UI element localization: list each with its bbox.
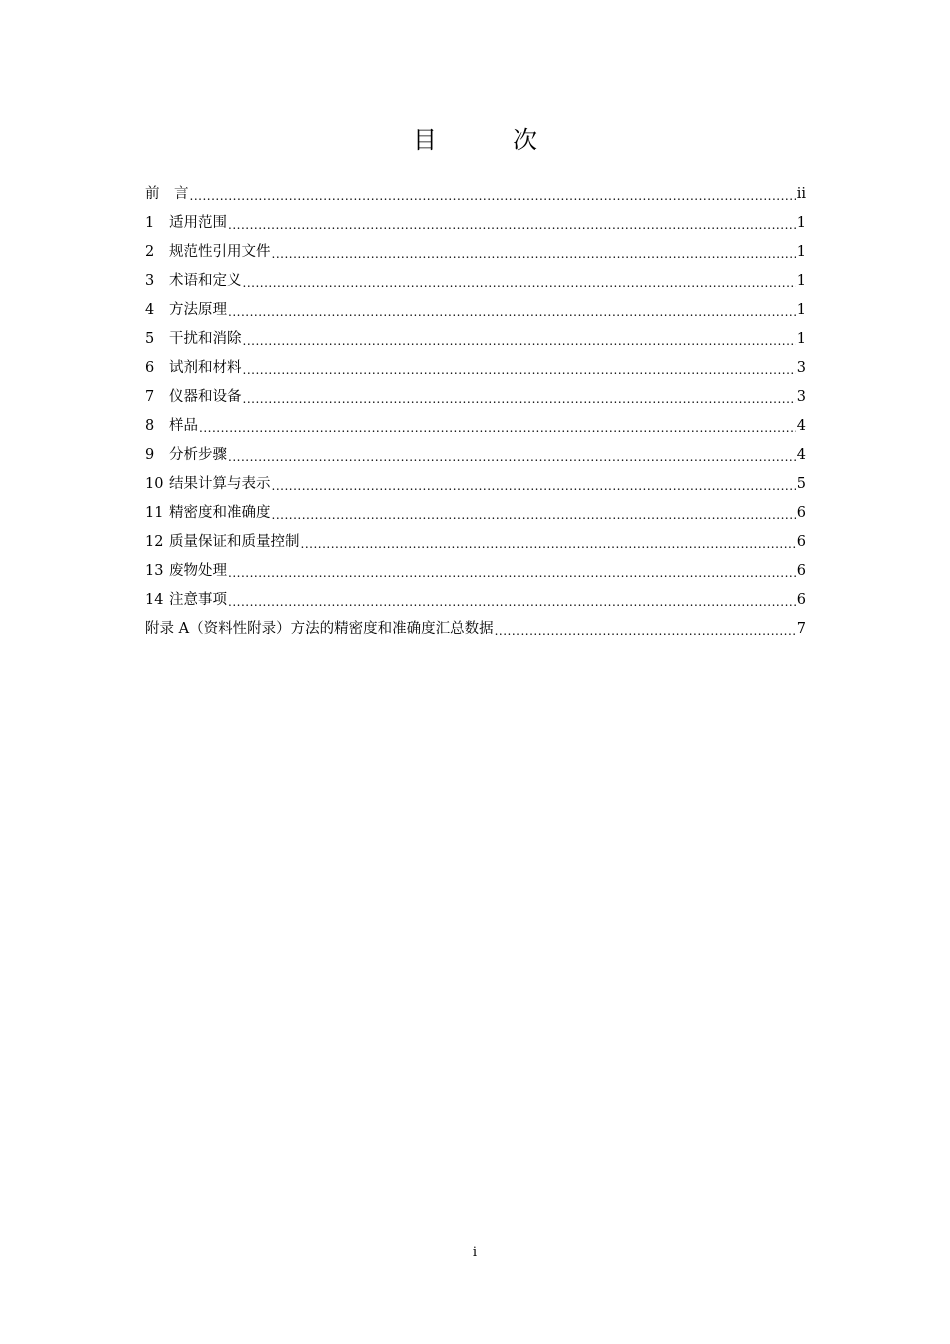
toc-number: 6 xyxy=(145,360,155,376)
toc-leader xyxy=(228,444,796,470)
toc-entry-1[interactable] xyxy=(145,209,806,238)
toc-entry-5[interactable] xyxy=(145,325,806,354)
toc-entry-6[interactable] xyxy=(145,354,806,383)
toc-page-number: 6 xyxy=(796,592,806,608)
toc-label: 规范性引用文件 xyxy=(169,244,271,260)
toc-leader xyxy=(243,357,796,383)
table-of-contents xyxy=(145,180,806,644)
toc-leader xyxy=(272,241,796,267)
toc-label: 精密度和准确度 xyxy=(169,505,271,521)
toc-entry-7[interactable] xyxy=(145,383,806,412)
toc-page-number: 3 xyxy=(796,360,806,376)
toc-page-number: 1 xyxy=(796,302,806,318)
toc-page-number: 6 xyxy=(796,563,806,579)
toc-label: 适用范围 xyxy=(169,215,227,231)
toc-number: 9 xyxy=(145,447,155,463)
page-footer-number: i xyxy=(472,1245,478,1260)
toc-page-number: 5 xyxy=(796,476,806,492)
toc-number: 1 xyxy=(145,215,155,231)
toc-label: 注意事项 xyxy=(169,592,227,608)
toc-leader xyxy=(495,618,796,644)
toc-leader xyxy=(199,415,796,441)
toc-number: 4 xyxy=(145,302,155,318)
toc-label: 样品 xyxy=(169,418,198,434)
toc-page-number: 4 xyxy=(796,447,806,463)
toc-leader xyxy=(228,589,796,615)
toc-label: 质量保证和质量控制 xyxy=(169,534,300,550)
toc-leader xyxy=(228,560,796,586)
toc-entry-3[interactable] xyxy=(145,267,806,296)
toc-entry-8[interactable] xyxy=(145,412,806,441)
toc-page-number: 1 xyxy=(796,244,806,260)
toc-number: 3 xyxy=(145,273,155,289)
toc-number: 8 xyxy=(145,418,155,434)
toc-label: 分析步骤 xyxy=(169,447,227,463)
toc-page-number: 1 xyxy=(796,331,806,347)
toc-label: 前 言 xyxy=(145,186,189,202)
toc-label: 术语和定义 xyxy=(169,273,242,289)
toc-page-number: 6 xyxy=(796,505,806,521)
toc-page-number: 1 xyxy=(796,215,806,231)
toc-entry-11[interactable] xyxy=(145,499,806,528)
toc-number: 5 xyxy=(145,331,155,347)
toc-page-number: 6 xyxy=(796,534,806,550)
toc-label: 结果计算与表示 xyxy=(169,476,271,492)
toc-entry-4[interactable] xyxy=(145,296,806,325)
toc-number: 12 xyxy=(145,534,164,550)
toc-entry-14[interactable] xyxy=(145,586,806,615)
toc-number: 13 xyxy=(145,563,164,579)
toc-label: 附录 A（资料性附录）方法的精密度和准确度汇总数据 xyxy=(145,621,494,637)
toc-page-number: 7 xyxy=(796,621,806,637)
toc-leader xyxy=(272,473,796,499)
toc-page-number: 3 xyxy=(796,389,806,405)
toc-leader xyxy=(228,212,796,238)
toc-entry-12[interactable] xyxy=(145,528,806,557)
toc-label: 仪器和设备 xyxy=(169,389,242,405)
toc-leader xyxy=(243,270,796,296)
toc-leader xyxy=(190,183,796,209)
toc-leader xyxy=(243,328,796,354)
toc-page-number: 1 xyxy=(796,273,806,289)
toc-number: 2 xyxy=(145,244,155,260)
toc-number: 10 xyxy=(145,476,164,492)
toc-entry-appendix-a[interactable] xyxy=(145,615,806,644)
toc-label: 方法原理 xyxy=(169,302,227,318)
toc-leader xyxy=(272,502,796,528)
toc-leader xyxy=(243,386,796,412)
toc-number: 14 xyxy=(145,592,164,608)
toc-entry-2[interactable] xyxy=(145,238,806,267)
toc-label: 试剂和材料 xyxy=(169,360,242,376)
toc-entry-9[interactable] xyxy=(145,441,806,470)
toc-entry-13[interactable] xyxy=(145,557,806,586)
toc-entry-preface[interactable] xyxy=(145,180,806,209)
toc-number: 7 xyxy=(145,389,155,405)
toc-leader xyxy=(301,531,796,557)
toc-number: 11 xyxy=(145,505,164,521)
toc-page-number: 4 xyxy=(796,418,806,434)
page-title: 目 次 xyxy=(413,126,563,154)
toc-label: 废物处理 xyxy=(169,563,227,579)
toc-page-number: ii xyxy=(796,186,806,202)
toc-label: 干扰和消除 xyxy=(169,331,242,347)
toc-entry-10[interactable] xyxy=(145,470,806,499)
toc-leader xyxy=(228,299,796,325)
